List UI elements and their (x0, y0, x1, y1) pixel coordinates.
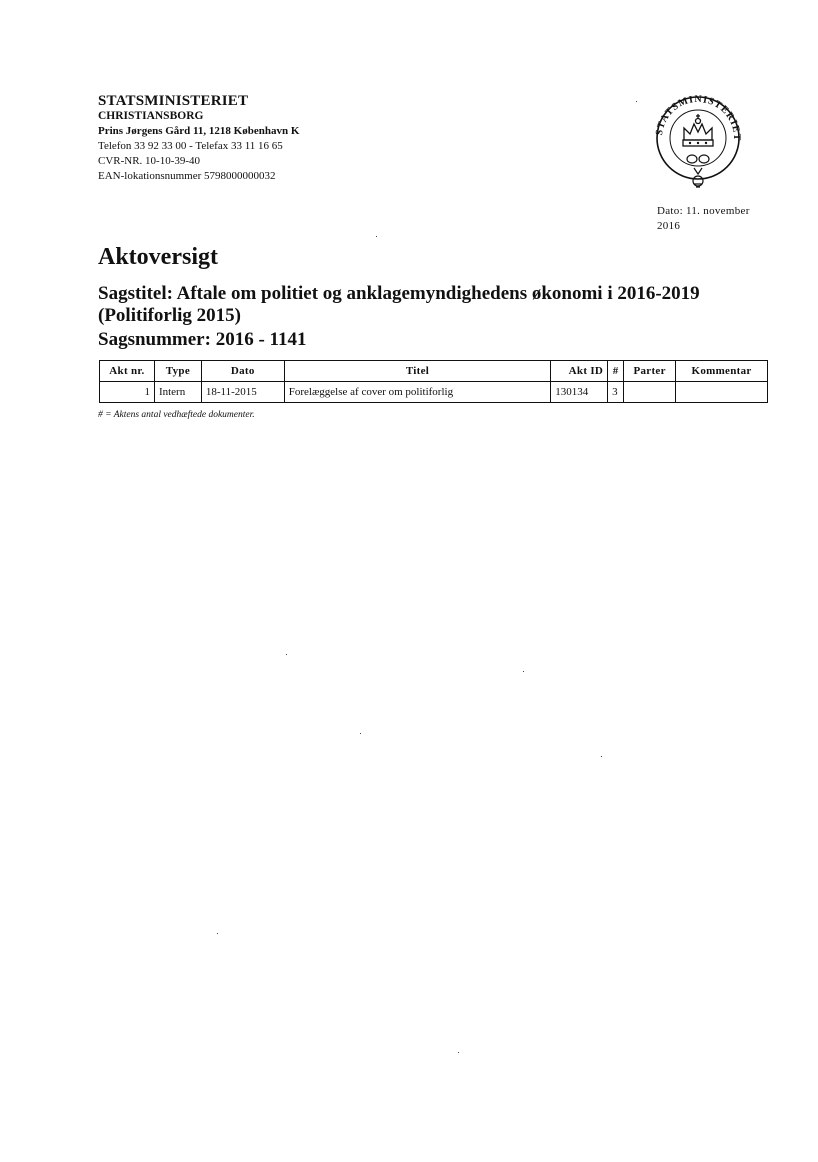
header-type: Type (154, 361, 201, 382)
header-dato: Dato (201, 361, 284, 382)
header-akt-nr: Akt nr. (100, 361, 155, 382)
header-count: # (608, 361, 624, 382)
date-line: Dato: 11. november (657, 205, 750, 217)
header-parter: Parter (624, 361, 676, 382)
cell-titel: Forelæggelse af cover om politiforlig (284, 382, 551, 403)
seal-text: STATSMINISTERIET (654, 93, 743, 142)
document-title: Aktoversigt (98, 244, 218, 270)
header-kommentar: Kommentar (676, 361, 768, 382)
scan-speck (376, 236, 377, 237)
org-ean: EAN-lokationsnummer 5798000000032 (98, 170, 276, 182)
scan-speck (286, 654, 287, 655)
org-address: Prins Jørgens Gård 11, 1218 København K (98, 125, 300, 137)
scan-speck (636, 101, 637, 102)
cell-parter (624, 382, 676, 403)
org-name: STATSMINISTERIET (98, 93, 249, 109)
scan-speck (523, 671, 524, 672)
cell-count: 3 (608, 382, 624, 403)
scan-speck (360, 733, 361, 734)
cell-dato: 18-11-2015 (201, 382, 284, 403)
table-footnote: # = Aktens antal vedhæftede dokumenter. (98, 410, 255, 420)
header-akt-id: Akt ID (551, 361, 608, 382)
scan-speck (217, 933, 218, 934)
header-titel: Titel (284, 361, 551, 382)
letterhead (98, 94, 299, 184)
case-title: Sagstitel: Aftale om politiet og anklagemyndighedens økonomi i 2016-2019 (Politiforlig 2015) (98, 283, 700, 326)
case-number: Sagsnummer: 2016 - 1141 (98, 329, 307, 350)
org-cvr: CVR-NR. 10-10-39-40 (98, 155, 201, 167)
cell-akt-id: 130134 (551, 382, 608, 403)
cell-type: Intern (154, 382, 201, 403)
date-block (657, 204, 750, 234)
table-row (100, 382, 768, 403)
org-phone: Telefon 33 92 33 00 - Telefax 33 11 16 65 (98, 140, 283, 152)
scan-speck (458, 1052, 459, 1053)
table-header-row (100, 361, 768, 382)
scan-speck (601, 756, 602, 757)
royal-crown-seal-icon (650, 88, 746, 192)
cell-akt-nr: 1 (100, 382, 155, 403)
documents-table (99, 360, 768, 403)
cell-kommentar (676, 382, 768, 403)
date-year: 2016 (657, 220, 681, 232)
org-subname: CHRISTIANSBORG (98, 110, 204, 122)
